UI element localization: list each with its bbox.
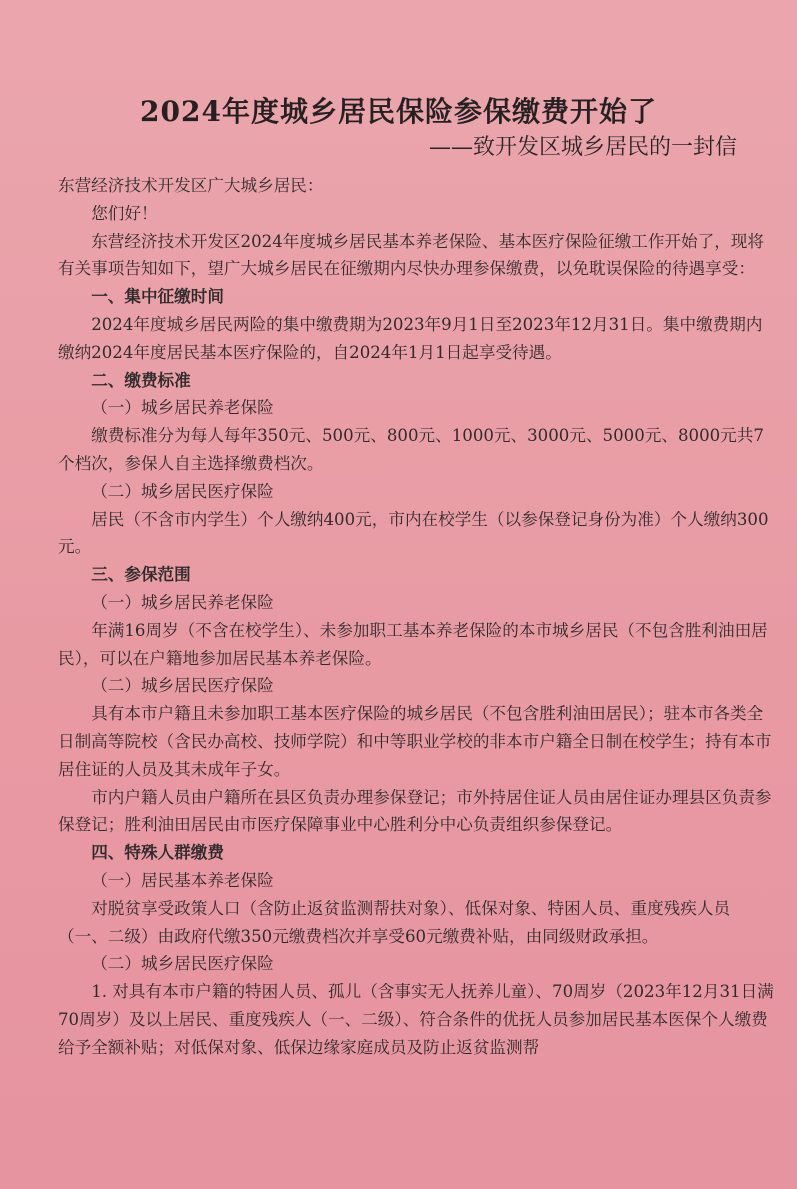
section-4-sub-1: （一）居民基本养老保险	[91, 870, 274, 890]
section-4-sub-2: （二）城乡居民医疗保险	[91, 954, 274, 974]
doc-title: 2024年度城乡居民保险参保缴费开始了	[140, 95, 657, 128]
section-2-paragraph-1: 缴费标准分为每人每年350元、500元、800元、1000元、3000元、5000元、8000元共7个档次，参保人自主选择缴费档次。	[58, 426, 764, 473]
section-3-sub-2: （二）城乡居民医疗保险	[91, 676, 274, 696]
salutation: 您们好！	[91, 203, 158, 223]
section-2-heading: 二、缴费标准	[91, 369, 191, 390]
section-3-paragraph-1: 年满16周岁（不含在校学生）、未参加职工基本养老保险的本市城乡居民（不包含胜利油田居民），可以在户籍地参加居民基本养老保险。	[58, 620, 768, 668]
section-3-heading: 三、参保范围	[91, 564, 191, 585]
greeting: 东营经济技术开发区广大城乡居民：	[58, 176, 324, 195]
doc-body	[58, 172, 778, 1062]
section-3-sub-1: （一）城乡居民养老保险	[91, 592, 274, 612]
intro-paragraph: 东营经济技术开发区2024年度城乡居民基本养老保险、基本医疗保险征缴工作开始了，现将有关事项告知如下，望广大城乡居民在征缴期内尽快办理参保缴费，以免耽误保险的待遇享受：	[58, 231, 764, 279]
section-4-paragraph-2: 1. 对具有本市户籍的特困人员、孤儿（含事实无人抚养儿童）、70周岁（2023年12月31日满70周岁）及以上居民、重度残疾人（一、二级）、符合条件的优抚人员参加居民基本医保个人缴费给予全额补贴；对低保对象、低保边缘家庭成员及防止返贫监测帮	[58, 982, 774, 1057]
doc-subtitle: ——致开发区城乡居民的一封信	[428, 135, 737, 160]
section-1-heading: 一、集中征缴时间	[91, 286, 224, 307]
section-3-paragraph-2: 具有本市户籍且未参加职工基本医疗保险的城乡居民（不包含胜利油田居民）；驻本市各类全日制高等院校（含民办高校、技师学院）和中等职业学校的非本市户籍全日制在校学生；持有本市居住证的人员及其未成年子女。	[58, 704, 772, 779]
section-3-paragraph-3: 市内户籍人员由户籍所在县区负责办理参保登记；市外持居住证人员由居住证办理县区负责参保登记；胜利油田居民由市医疗保障事业中心胜利分中心负责组织参保登记。	[58, 787, 772, 835]
section-2-sub-2: （二）城乡居民医疗保险	[91, 481, 274, 501]
section-2-sub-1: （一）城乡居民养老保险	[91, 398, 274, 418]
section-4-paragraph-1: 对脱贫享受政策人口（含防止返贫监测帮扶对象）、低保对象、特困人员、重度残疾人员（一、二级）由政府代缴350元缴费档次并享受60元缴费补贴，由同级财政承担。	[58, 898, 731, 946]
section-1-paragraph: 2024年度城乡居民两险的集中缴费期为2023年9月1日至2023年12月31日。集中缴费期内缴纳2024年度居民基本医疗保险的，自2024年1月1日起享受待遇。	[58, 314, 763, 362]
section-2-paragraph-2: 居民（不含市内学生）个人缴纳400元，市内在校学生（以参保登记身份为准）个人缴纳300元。	[58, 509, 769, 557]
section-4-heading: 四、特殊人群缴费	[91, 842, 224, 863]
